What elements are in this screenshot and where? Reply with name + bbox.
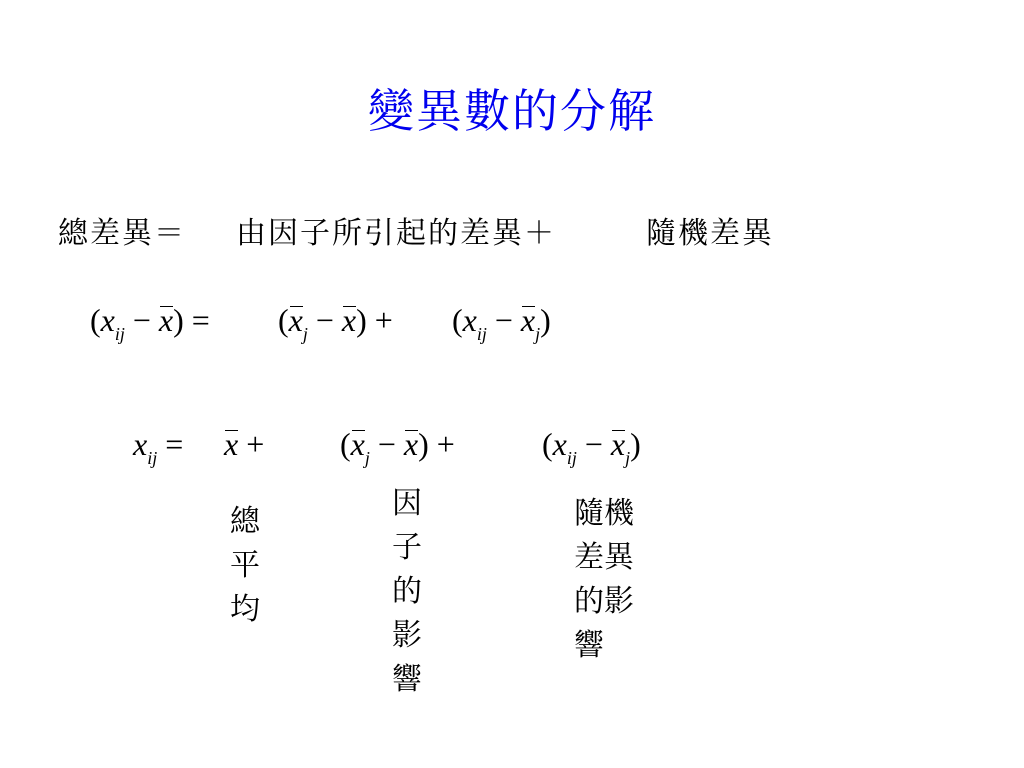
grand-mean-label-char: 平 xyxy=(230,548,260,583)
random-effect-label-line: 隨機 xyxy=(574,496,634,531)
grand-mean-label-char: 總 xyxy=(230,504,260,539)
factor-effect-label-char: 影 xyxy=(392,618,422,653)
random-effect-label-line: 的影 xyxy=(574,584,634,619)
equation-model-factor: $(x_j - x)$ + xyxy=(340,426,455,468)
equation-model-random: $(x_{ij} - x_j)$ xyxy=(542,426,641,468)
equation-model-lhs: $x_{ij}$ = xyxy=(133,426,184,468)
total-variation-label: 總差異＝ xyxy=(58,216,186,251)
slide-title: 變異數的分解 xyxy=(368,84,656,138)
factor-effect-label xyxy=(384,482,430,702)
random-effect-label-line: 差異 xyxy=(574,540,634,575)
factor-effect-label-char: 響 xyxy=(392,662,422,697)
random-variation-label: 隨機差異 xyxy=(646,216,774,251)
grand-mean-label-char: 均 xyxy=(230,592,260,627)
factor-effect-label-char: 因 xyxy=(392,486,422,521)
equation-deviation-lhs: $(x_{ij} - x)$ = xyxy=(90,302,210,344)
factor-effect-label-char: 子 xyxy=(392,530,422,565)
random-effect-label xyxy=(574,492,664,668)
grand-mean-label xyxy=(222,500,268,632)
equation-deviation-random: $(x_{ij} - x_j)$ xyxy=(452,302,551,344)
factor-effect-label-char: 的 xyxy=(392,574,422,609)
random-effect-label-line: 響 xyxy=(574,628,604,663)
factor-variation-label: 由因子所引起的差異＋ xyxy=(236,216,556,251)
equation-model-grand-mean: x + xyxy=(224,426,265,462)
equation-deviation-factor: $(x_j - x)$ + xyxy=(278,302,393,344)
